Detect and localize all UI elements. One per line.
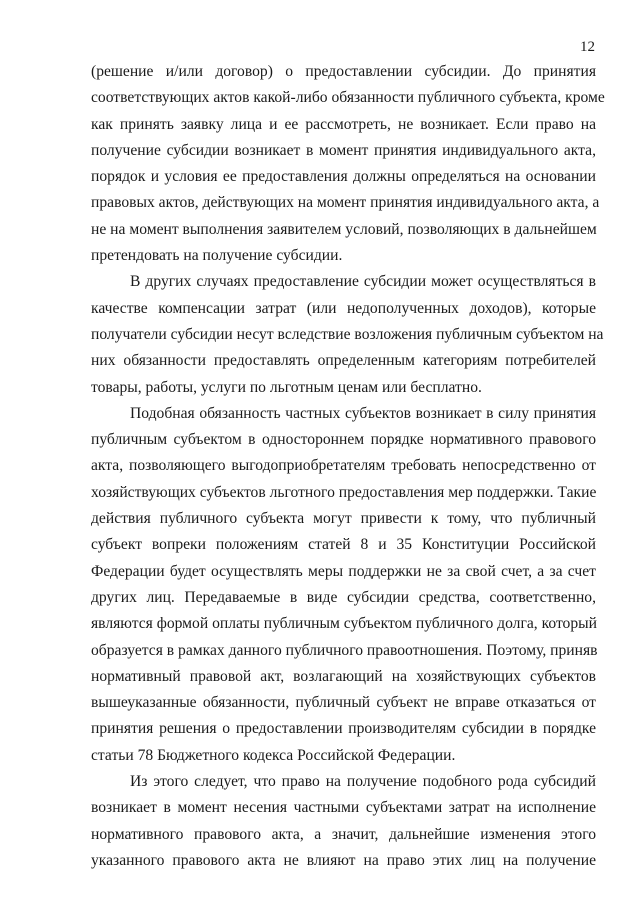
paragraph [91, 59, 605, 269]
text-line: получатели субсидии несут вследствие возложения публичным субъектом на [91, 325, 604, 343]
text-line: возникает в момент несения частными субъектами затрат на исполнение [91, 799, 596, 817]
text-line: образуется в рамках данного публичного правоотношения. Поэтому, приняв [91, 641, 598, 659]
text-line: субъект вопреки положениям статей 8 и 35 Конституции Российской [91, 536, 596, 554]
text-line: хозяйствующих субъектов льготного предоставления мер поддержки. Такие [91, 483, 597, 501]
paragraph [91, 769, 596, 874]
text-line: Из этого следует, что право на получение подобного рода субсидий [130, 773, 596, 791]
text-line: статьи 78 Бюджетного кодекса Российской Федерации. [91, 746, 456, 764]
text-line: указанного правового акта не влияют на право этих лиц на получение [91, 851, 596, 869]
text-line: претендовать на получение субсидии. [91, 247, 343, 265]
text-line: правовых актов, действующих на момент принятия индивидуального акта, а [91, 194, 600, 212]
text-line: действия публичного субъекта могут привести к тому, что публичный [91, 510, 596, 528]
text-line: как принять заявку лица и ее рассмотреть, не возникает. Если право на [91, 115, 596, 133]
text-line: принятия решения о предоставлении производителям субсидии в порядке [91, 720, 596, 738]
text-line: не на момент выполнения заявителем условий, позволяющих в дальнейшем [91, 220, 597, 238]
text-line: публичным субъектом в одностороннем порядке нормативного правового [91, 431, 596, 449]
text-line: получение субсидии возникает в момент принятия индивидуального акта, [91, 141, 596, 159]
paragraph [91, 401, 596, 769]
paragraph [91, 269, 604, 400]
document-body [91, 59, 605, 874]
text-line: нормативный правовой акт, возлагающий на хозяйствующих субъектов [91, 667, 596, 685]
text-line: являются формой оплаты публичным субъектом публичного долга, который [91, 615, 597, 633]
text-line: них обязанности предоставлять определенным категориям потребителей [91, 352, 596, 370]
text-line: порядок и условия ее предоставления должны определяться на основании [91, 168, 596, 186]
text-line: соответствующих актов какой-либо обязанности публичного субъекта, кроме [91, 89, 605, 107]
text-line: (решение и/или договор) о предоставлении субсидии. До принятия [91, 63, 596, 80]
text-line: акта, позволяющего выгодоприобретателям требовать непосредственно от [91, 457, 596, 475]
text-line: других лиц. Передаваемые в виде субсидии средства, соответственно, [91, 588, 596, 606]
text-line: товары, работы, услуги по льготным ценам или бесплатно. [91, 378, 482, 396]
text-line: качестве компенсации затрат (или недополученных доходов), которые [91, 299, 596, 317]
text-line: Подобная обязанность частных субъектов возникает в силу принятия [130, 404, 596, 422]
text-line: Федерации будет осуществлять меры поддержки не за свой счет, а за счет [91, 562, 596, 580]
text-line: вышеуказанные обязанности, публичный субъект не вправе отказаться от [91, 694, 596, 712]
text-line: В других случаях предоставление субсидии может осуществляться в [130, 273, 596, 291]
text-line: нормативного правового акта, а значит, дальнейшие изменения этого [91, 825, 596, 843]
page-number: 12 [580, 39, 595, 55]
